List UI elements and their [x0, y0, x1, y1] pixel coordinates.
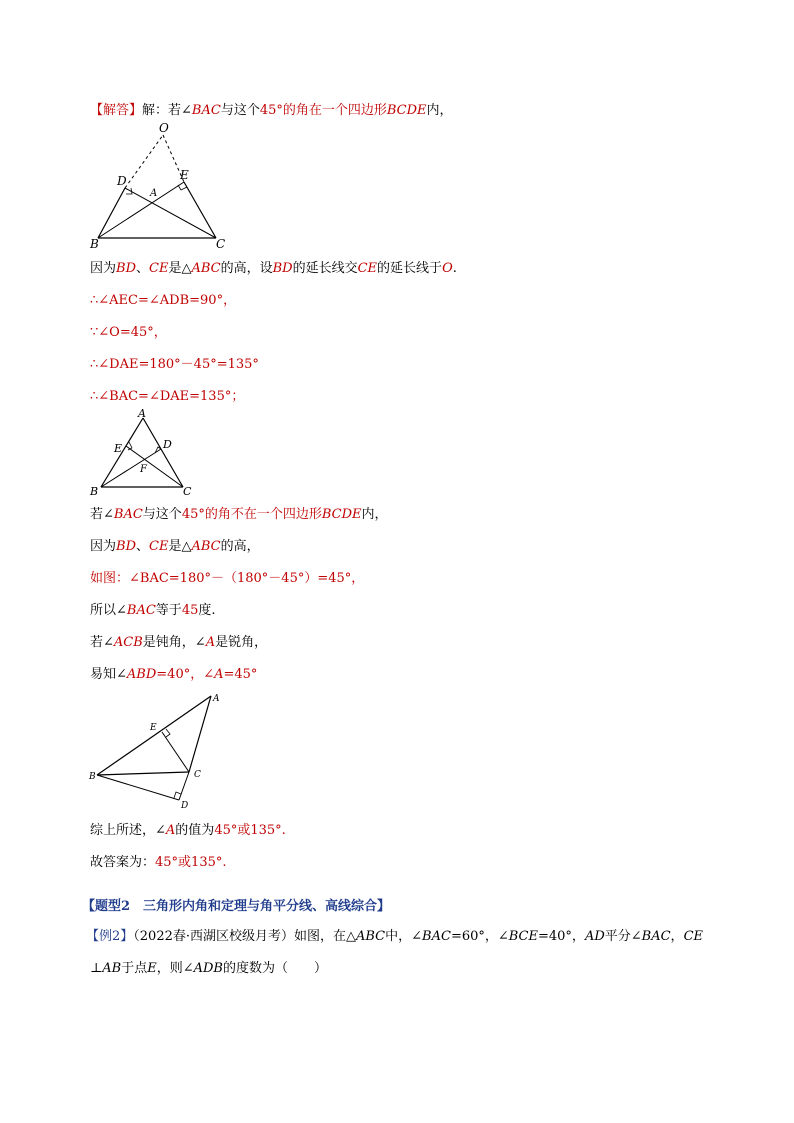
segment-do-dashed	[125, 135, 163, 188]
segment-ce	[126, 446, 183, 487]
text: ABD	[126, 667, 157, 682]
text: 45°或135°.	[155, 855, 227, 870]
text: 的高，设	[220, 261, 273, 276]
label-b: B	[90, 485, 99, 498]
text: BAC	[191, 103, 221, 118]
segment-ce	[162, 732, 189, 772]
example-line-1	[86, 928, 703, 946]
text: 是△	[168, 261, 192, 276]
text: 平分∠	[604, 929, 642, 944]
segment-cd	[179, 772, 189, 800]
segment-ab	[97, 696, 211, 775]
text: 中，∠	[385, 929, 423, 944]
text-line	[90, 666, 257, 684]
label-a: A	[213, 694, 220, 704]
text-line: ∴∠BAC=∠DAE=135°；	[90, 389, 245, 404]
text: A	[165, 823, 176, 838]
text: .	[452, 261, 457, 276]
label-a: A	[150, 188, 158, 199]
text: 因为	[90, 539, 117, 554]
text: =40°，∠	[156, 667, 215, 682]
solution-intro-line	[90, 102, 453, 120]
figure-obtuse-triangle	[85, 688, 225, 812]
text: ABC	[191, 539, 221, 554]
text: （2022春·西湖区校级月考）如图，在△	[133, 929, 356, 944]
text: BD	[272, 261, 293, 276]
text-line: 如图：∠BAC=180°－（180°－45°）=45°，	[90, 571, 365, 586]
segment-be	[98, 182, 184, 238]
text: 是△	[168, 539, 192, 554]
text-line: ∴∠AEC=∠ADB=90°，	[90, 293, 237, 308]
text: BCE	[508, 929, 538, 944]
text: 、	[136, 539, 150, 554]
text: =60°，∠	[450, 929, 509, 944]
label-d: D	[181, 801, 189, 811]
segment-bd	[101, 449, 161, 487]
text: AD	[584, 929, 605, 944]
text: 的延长线于	[377, 261, 443, 276]
right-angle-mark-e	[166, 729, 170, 737]
segment-bc	[97, 772, 189, 775]
text: 与这个	[220, 103, 260, 118]
text: O	[442, 261, 453, 276]
label-o: O	[159, 122, 169, 135]
text: 等于	[155, 603, 182, 618]
text: =40°，	[538, 929, 585, 944]
text: ABC	[356, 929, 386, 944]
text: 是钝角，∠	[142, 635, 206, 650]
text: CE	[149, 539, 169, 554]
text: BAC	[126, 603, 156, 618]
text: BAC	[422, 929, 451, 944]
answer-line	[90, 854, 227, 872]
segment-ac	[189, 696, 211, 772]
text: 易知∠	[90, 667, 127, 682]
figure-acute-triangle	[85, 408, 205, 498]
text: E	[147, 961, 157, 976]
text: ABC	[191, 261, 221, 276]
text: 内，	[361, 507, 388, 522]
text: BD	[116, 261, 136, 276]
text: 度.	[198, 603, 216, 618]
section-heading: 【题型2 三角形内角和定理与角平分线、高线综合】	[82, 899, 391, 914]
text: BD	[116, 539, 136, 554]
text: 45°的角不在一个四边形	[181, 507, 322, 522]
text: 是锐角，	[215, 635, 268, 650]
label-f: F	[140, 464, 147, 475]
text-line	[90, 506, 388, 524]
text: 所以∠	[90, 603, 127, 618]
text: 45°或135°.	[214, 823, 286, 838]
label-e: E	[180, 168, 189, 182]
text: 解：若∠	[142, 103, 192, 118]
text: A	[205, 635, 216, 650]
text: 若∠	[90, 507, 114, 522]
text: BAC	[113, 507, 143, 522]
text-line	[90, 260, 457, 278]
text: 的值为	[175, 823, 215, 838]
solution-tag: 【解答】	[90, 103, 143, 118]
segment-ac	[143, 418, 183, 487]
label-a: A	[138, 408, 146, 420]
text: 45	[181, 603, 199, 618]
summary-line	[90, 822, 286, 840]
text: BAC	[641, 929, 671, 944]
text: BCDE	[321, 507, 362, 522]
label-e: E	[114, 442, 123, 455]
text-line	[90, 538, 260, 556]
text: ACB	[113, 635, 143, 650]
text: =45°	[223, 667, 258, 682]
label-c: C	[216, 237, 226, 250]
text: ，则∠	[156, 961, 194, 976]
label-c: C	[183, 485, 192, 498]
text: 因为	[90, 261, 117, 276]
right-angle-mark-e	[128, 442, 132, 450]
text: 与这个	[142, 507, 182, 522]
text: 的高，	[220, 539, 260, 554]
text: 于点	[121, 961, 148, 976]
text: 、	[136, 261, 150, 276]
label-c: C	[194, 770, 201, 780]
text: BCDE	[386, 103, 427, 118]
text: CE	[683, 929, 703, 944]
text: ⊥	[90, 961, 103, 976]
text-line	[90, 634, 267, 652]
label-d: D	[163, 438, 172, 451]
segment-bd	[98, 188, 125, 238]
text: 综上所述，∠	[90, 823, 166, 838]
text: ，	[670, 929, 684, 944]
text: 的度数为（ ）	[222, 961, 327, 976]
text: 45°的角在一个四边形	[259, 103, 387, 118]
text-line: ∴∠DAE=180°－45°=135°	[90, 357, 259, 372]
example-tag: 【例2】	[86, 929, 134, 944]
text: 内，	[426, 103, 453, 118]
text: 故答案为：	[90, 855, 156, 870]
label-b: B	[90, 237, 99, 250]
text: AB	[102, 961, 122, 976]
text: ADB	[193, 961, 223, 976]
example-line-2	[90, 960, 327, 978]
text: 若∠	[90, 635, 114, 650]
segment-bd	[97, 775, 179, 800]
figure-quadrilateral-case	[85, 122, 245, 250]
text: A	[214, 667, 224, 682]
text: 的延长线交	[292, 261, 358, 276]
label-b: B	[89, 772, 96, 782]
label-e: E	[150, 723, 157, 733]
label-d: D	[117, 174, 127, 188]
text: CE	[357, 261, 378, 276]
text-line: ∵∠O=45°，	[90, 325, 167, 340]
text: CE	[149, 261, 169, 276]
text-line	[90, 602, 216, 620]
